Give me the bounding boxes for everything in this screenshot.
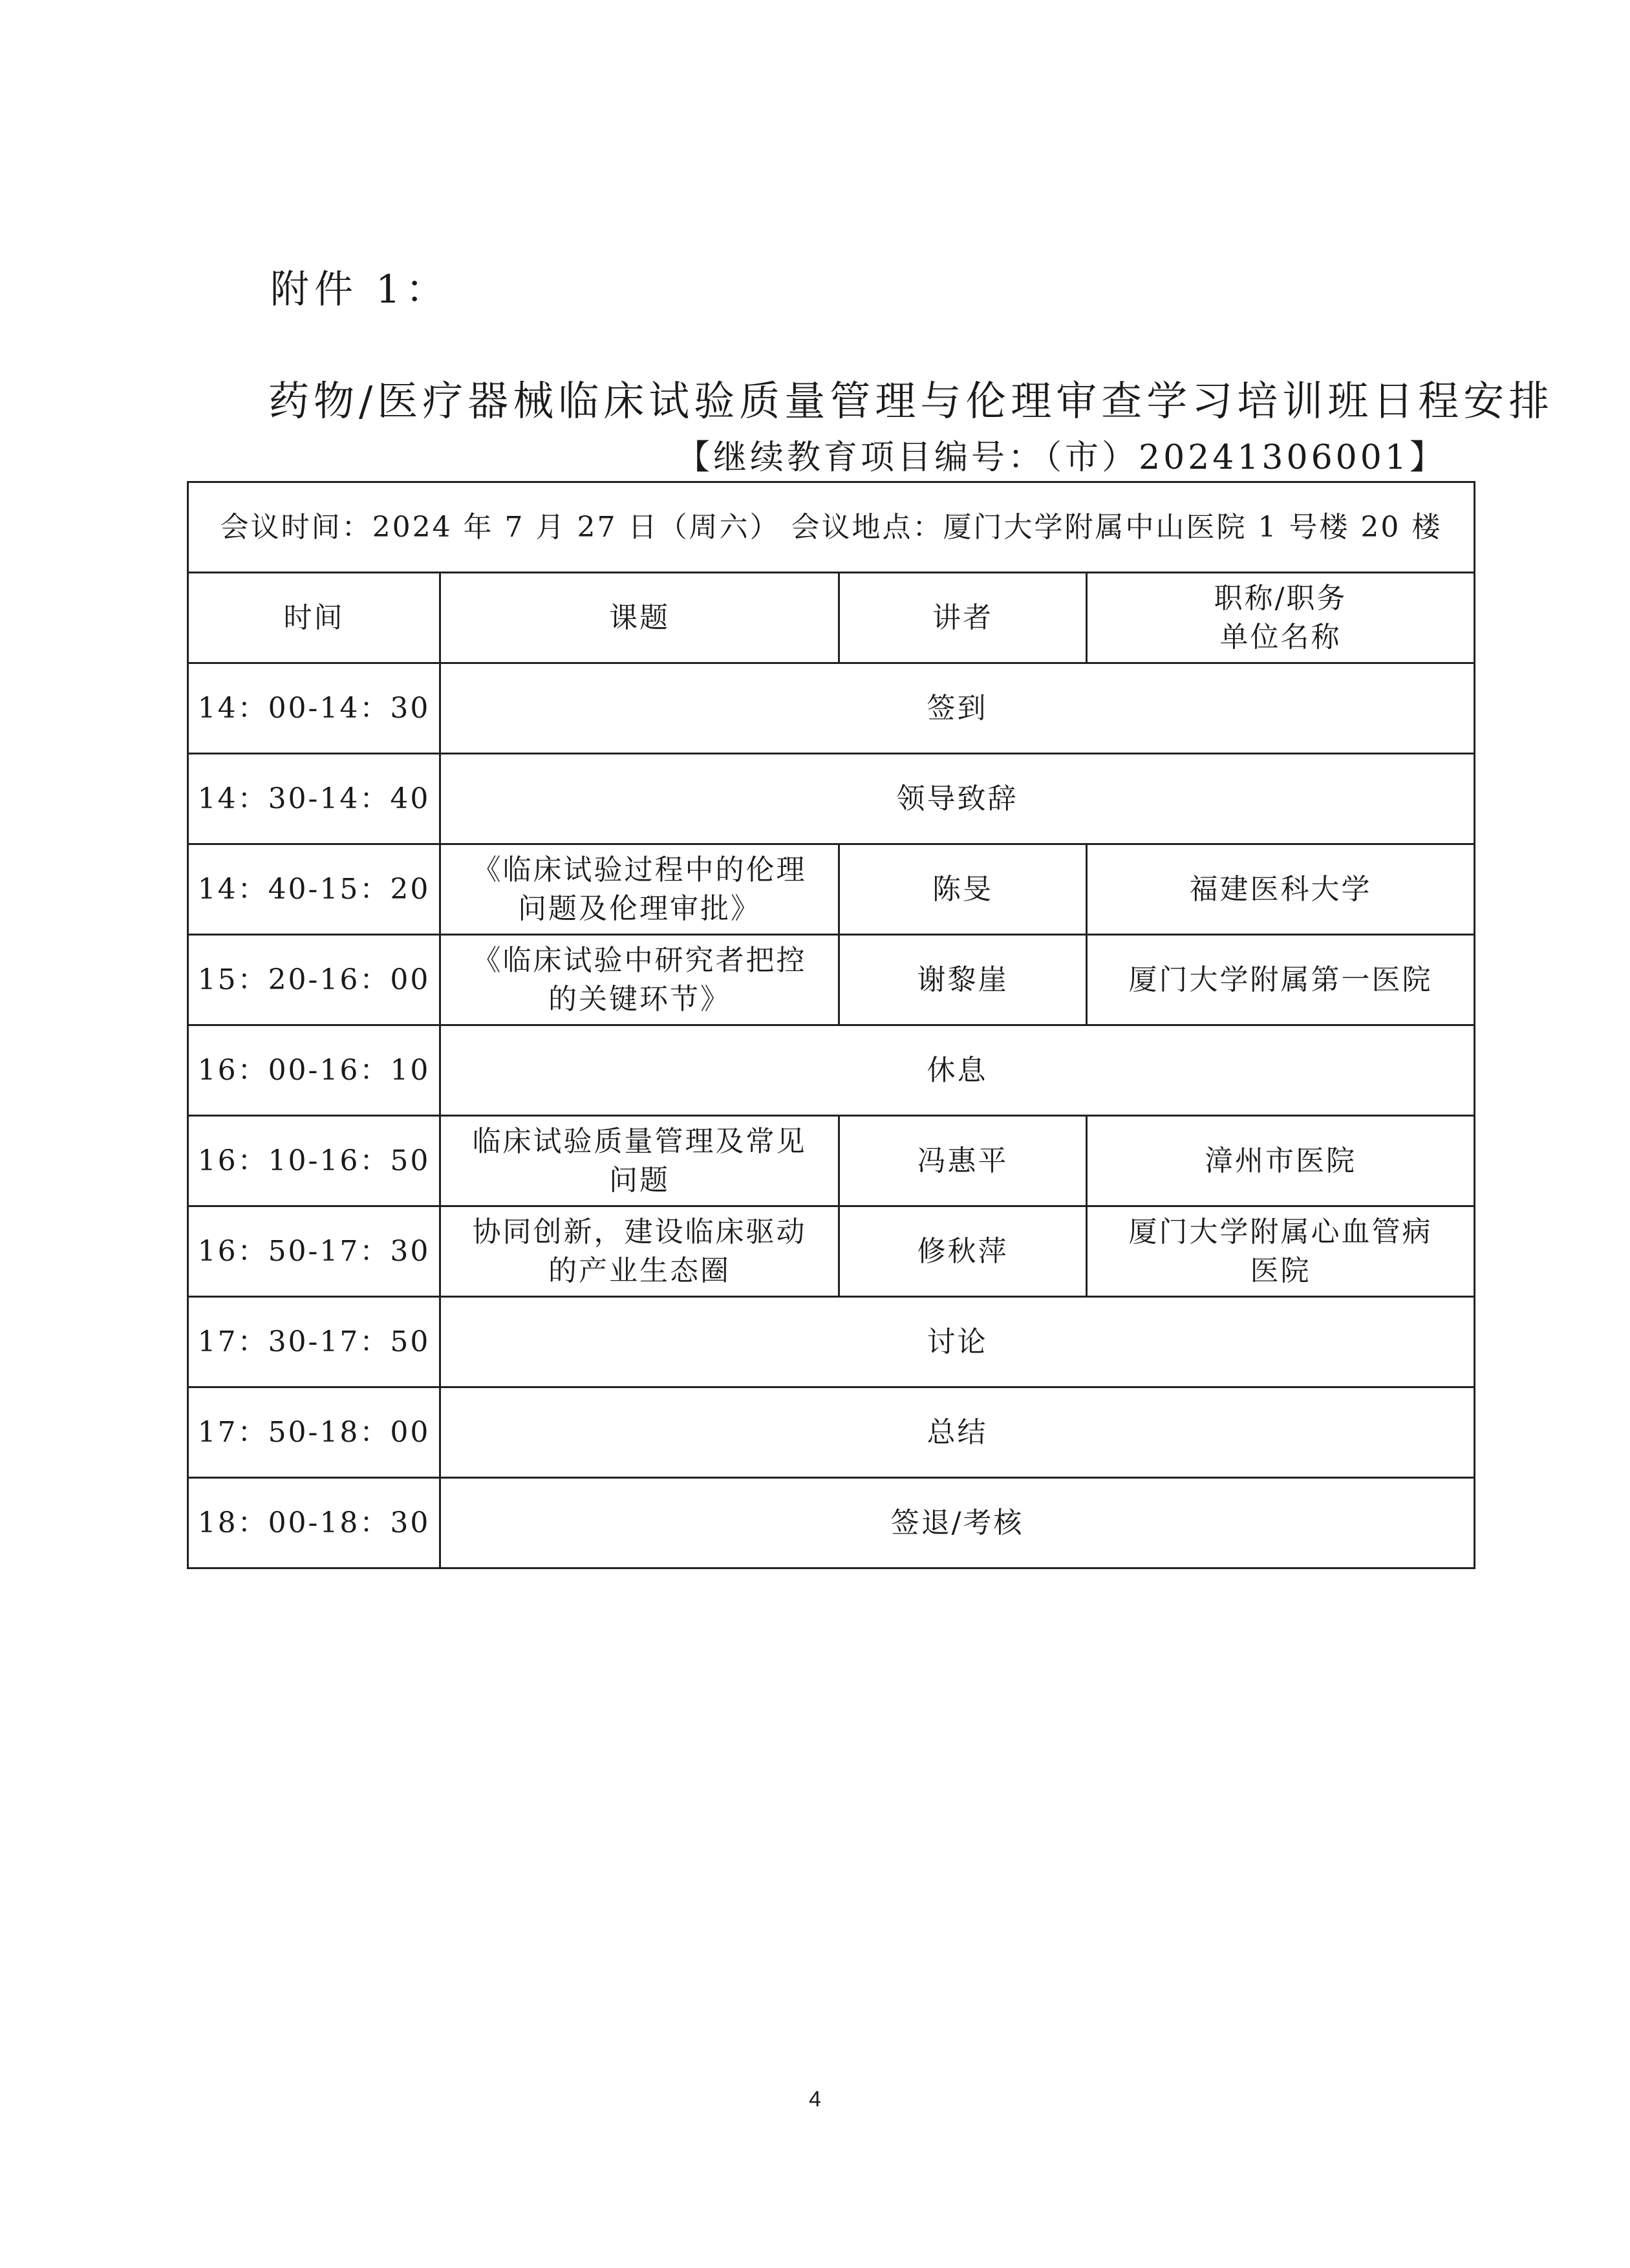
table-row xyxy=(188,844,1475,935)
row-speaker: 修秋萍 xyxy=(839,1206,1087,1297)
row-unit: 漳州市医院 xyxy=(1087,1116,1475,1206)
attachment-label: 附件 1： xyxy=(270,267,450,312)
row-time: 16：00-16：10 xyxy=(188,1025,440,1116)
row-unit: 厦门大学附属心血管病 医院 xyxy=(1087,1206,1475,1297)
row-speaker: 谢黎崖 xyxy=(839,935,1087,1025)
header-topic: 课题 xyxy=(440,573,839,663)
table-header-row xyxy=(188,573,1475,663)
header-speaker: 讲者 xyxy=(839,573,1087,663)
row-speaker: 冯惠平 xyxy=(839,1116,1087,1206)
row-activity: 签退/考核 xyxy=(440,1478,1475,1568)
row-activity: 总结 xyxy=(440,1387,1475,1478)
header-time: 时间 xyxy=(188,573,440,663)
row-activity: 休息 xyxy=(440,1025,1475,1116)
row-time: 14：30-14：40 xyxy=(188,754,440,844)
table-row xyxy=(188,754,1475,844)
row-time: 16：10-16：50 xyxy=(188,1116,440,1206)
header-title-unit: 职称/职务 单位名称 xyxy=(1087,573,1475,663)
table-row xyxy=(188,663,1475,754)
row-unit: 福建医科大学 xyxy=(1087,844,1475,935)
row-time: 17：50-18：00 xyxy=(188,1387,440,1478)
row-time: 17：30-17：50 xyxy=(188,1297,440,1387)
row-activity: 领导致辞 xyxy=(440,754,1475,844)
row-time: 14：40-15：20 xyxy=(188,844,440,935)
row-topic: 《临床试验过程中的伦理 问题及伦理审批》 xyxy=(440,844,839,935)
row-time: 15：20-16：00 xyxy=(188,935,440,1025)
row-time: 14：00-14：30 xyxy=(188,663,440,754)
row-topic: 《临床试验中研究者把控 的关键环节》 xyxy=(440,935,839,1025)
table-row xyxy=(188,1387,1475,1478)
document-title: 药物/医疗器械临床试验质量管理与伦理审查学习培训班日程安排 xyxy=(268,378,1554,425)
row-topic: 协同创新，建设临床驱动 的产业生态圈 xyxy=(440,1206,839,1297)
table-row xyxy=(188,1297,1475,1387)
table-row xyxy=(188,935,1475,1025)
row-activity: 讨论 xyxy=(440,1297,1475,1387)
row-topic: 临床试验质量管理及常见 问题 xyxy=(440,1116,839,1206)
row-unit: 厦门大学附属第一医院 xyxy=(1087,935,1475,1025)
table-row xyxy=(188,1206,1475,1297)
meeting-info: 会议时间：2024 年 7 月 27 日（周六） 会议地点：厦门大学附属中山医院 1 号楼 20 楼 xyxy=(188,482,1475,573)
table-row xyxy=(188,1478,1475,1568)
row-activity: 签到 xyxy=(440,663,1475,754)
project-number: 【继续教育项目编号：（市）20241306001】 xyxy=(676,438,1446,477)
row-speaker: 陈旻 xyxy=(839,844,1087,935)
row-time: 18：00-18：30 xyxy=(188,1478,440,1568)
table-row xyxy=(188,1116,1475,1206)
schedule-table xyxy=(187,481,1475,1569)
table-row xyxy=(188,1025,1475,1116)
meeting-info-row xyxy=(188,482,1475,573)
row-time: 16：50-17：30 xyxy=(188,1206,440,1297)
page-number: 4 xyxy=(809,2087,821,2112)
